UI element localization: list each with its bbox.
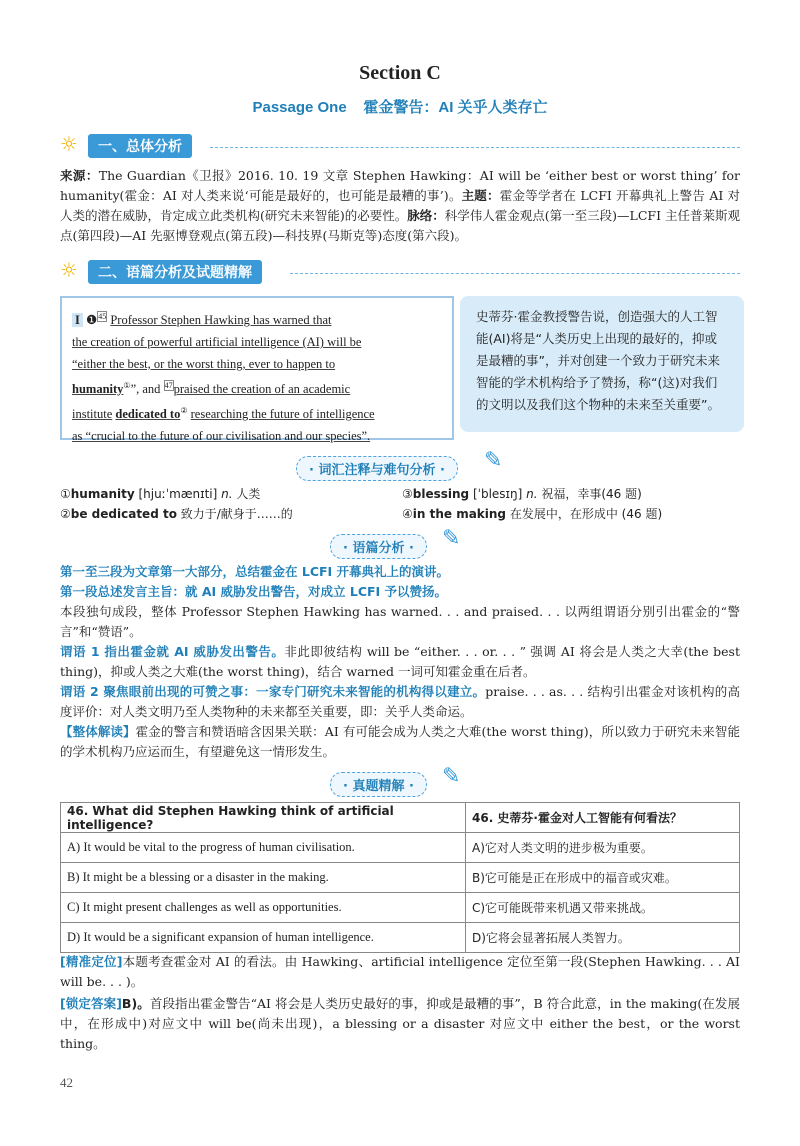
vocab-dedicated-to: dedicated to bbox=[115, 407, 181, 422]
theme-label: 主题： bbox=[461, 188, 500, 203]
context-text: 科学伟人霍金观点(第一至三段)—LCFI 主任普莱斯观点(第四段)—AI 先驱博登观点(第五段)—科技界(马斯克等)态度(第六段)。 bbox=[60, 208, 740, 243]
translation-note bbox=[460, 296, 744, 432]
option-c-zh: C)它可能既带来机遇又带来挑战。 bbox=[466, 893, 740, 923]
vocab-tag bbox=[296, 448, 516, 478]
passage-line-5b: researching the future of intelligence bbox=[190, 407, 375, 422]
pen-icon: ✎ bbox=[484, 448, 503, 473]
option-d-en: D) It would be a significant expansion of human intelligence. bbox=[61, 923, 466, 953]
vocab-ref-2: ② bbox=[180, 406, 188, 416]
analysis-heading-bar bbox=[60, 258, 740, 284]
vocab-item: ④in the making 在发展中，在形成中 (46 题) bbox=[402, 507, 663, 521]
vocab-left bbox=[60, 484, 400, 524]
discourse-tag-label: · 语篇分析 · bbox=[330, 534, 427, 559]
question-marker-47: 47 bbox=[164, 381, 173, 391]
overall-heading: 一、总体分析 bbox=[88, 134, 192, 158]
predicate-2: 谓语 2 聚焦眼前出现的可赞之事：一家专门研究未来智能的机构得以建立。praise. . . as. . . 结构引出霍金对该机构的高度评价：对人类文明乃至人类物种的未来都至关重要，即：关乎人类命运。 bbox=[60, 684, 741, 719]
answer: [锁定答案]B)。首段指出霍金警告“AI 将会是人类历史最好的事，抑或是最糟的事”，B 符合此意，in the making(在发展中，在形成中)对应文中 will be(尚未出现)，a blessing or a disaster 对应文中 either the best，or the worst thing。 bbox=[60, 996, 740, 1051]
vocab-ref-1: ① bbox=[123, 381, 131, 391]
option-b-zh: B)它可能是正在形成中的福音或灾难。 bbox=[466, 863, 740, 893]
table-row bbox=[61, 833, 740, 863]
passage-label: Passage One bbox=[252, 99, 347, 116]
question-table bbox=[60, 802, 740, 953]
passage-line-6: as “crucial to the future of our civilisation and our species”. bbox=[72, 429, 371, 444]
question-zh: 46. 史蒂芬·霍金对人工智能有何看法？ bbox=[466, 803, 740, 833]
discourse-analysis bbox=[60, 562, 740, 762]
question-marker-45: 45 bbox=[98, 312, 107, 321]
option-a-en: A) It would be vital to the progress of human civilisation. bbox=[61, 833, 466, 863]
passage-line-3: “either the best, or the worst thing, ever to happen to bbox=[72, 357, 336, 372]
predicate-1: 谓语 1 指出霍金就 AI 威胁发出警告。非此即彼结构 will be “either. . . or. . . ” 强调 AI 将会是人类之大幸(the best thing)，抑或人类之大难(the worst thing)，结合 warned 一词可知霍金重在后者。 bbox=[60, 644, 740, 679]
answer-explanation bbox=[60, 952, 740, 1054]
passage-line-4b: ”, and bbox=[130, 382, 161, 397]
option-a-zh: A)它对人类文明的进步极为重要。 bbox=[466, 833, 740, 863]
overall-analysis bbox=[60, 166, 740, 246]
passage-box bbox=[60, 296, 454, 444]
passage-line-1: Professor Stephen Hawking has warned that bbox=[110, 313, 332, 328]
paragraph-roman: I bbox=[72, 313, 83, 327]
table-row bbox=[61, 923, 740, 953]
passage-title bbox=[0, 96, 800, 117]
table-row bbox=[61, 893, 740, 923]
theme-text: 霍金等学者在 LCFI 开幕典礼上警告 AI 对人类的潜在威胁，肯定成立此类机构(研究未来智能)的必要性。 bbox=[60, 188, 740, 223]
vocab-humanity: humanity bbox=[72, 382, 124, 397]
lightbulb-icon: ☼ bbox=[60, 258, 78, 282]
divider bbox=[290, 273, 740, 274]
pen-icon: ✎ bbox=[442, 526, 461, 551]
pen-icon: ✎ bbox=[442, 764, 461, 789]
source-label: 来源： bbox=[60, 168, 99, 183]
passage-line-2: the creation of powerful artificial intelligence (AI) will be bbox=[72, 335, 362, 350]
discourse-tag bbox=[330, 526, 480, 556]
divider bbox=[210, 147, 740, 148]
passage-line-5a: institute bbox=[72, 407, 113, 422]
whole-reading: 【整体解读】霍金的警言和赞语暗含因果关联：AI 有可能会成为人类之大难(the worst thing)，所以致力于研究未来智能的学术机构乃应运而生，有望避免这一情形发生。 bbox=[60, 724, 740, 759]
sentence-number: ❶ bbox=[86, 313, 98, 328]
locate: [精准定位]本题考查霍金对 AI 的看法。由 Hawking、artificial intelligence 定位至第一段(Stephen Hawking. . . AI will be. . . )。 bbox=[60, 954, 740, 989]
exam-tag bbox=[330, 764, 480, 794]
overall-heading-bar bbox=[60, 132, 740, 158]
page-number: 42 bbox=[60, 1075, 73, 1090]
source-text: The Guardian《卫报》2016. 10. 19 文章 Stephen Hawking：AI will be ‘either best or worst thing’ for humanity(霍金：AI 对人类来说‘可能是最好的，也可能是最糟的事’)。 bbox=[60, 168, 740, 203]
context-label: 脉络： bbox=[407, 208, 445, 223]
exam-tag-label: · 真题精解 · bbox=[330, 772, 427, 797]
vocab-item: ③blessing [ˈblesɪŋ] n. 祝福，幸事(46 题) bbox=[402, 487, 642, 501]
passage-title-zh: 霍金警告：AI 关乎人类存亡 bbox=[363, 99, 548, 116]
section-title: Section C bbox=[359, 62, 441, 84]
analysis-heading: 二、语篇分析及试题精解 bbox=[88, 260, 262, 284]
discourse-part-heading: 第一至三段为文章第一大部分，总结霍金在 LCFI 开幕典礼上的演讲。 bbox=[60, 564, 450, 579]
option-c-en: C) It might present challenges as well as opportunities. bbox=[61, 893, 466, 923]
passage-text bbox=[72, 306, 442, 447]
option-b-en: B) It might be a blessing or a disaster in the making. bbox=[61, 863, 466, 893]
question-en: 46. What did Stephen Hawking think of artificial intelligence? bbox=[61, 803, 466, 833]
discourse-para-heading: 第一段总述发言主旨：就 AI 威胁发出警告，对成立 LCFI 予以赞扬。 bbox=[60, 584, 448, 599]
vocab-right bbox=[402, 484, 742, 524]
lightbulb-icon: ☼ bbox=[60, 132, 78, 156]
passage-line-4c: praised the creation of an academic bbox=[173, 382, 351, 397]
option-d-zh: D)它将会显著拓展人类智力。 bbox=[466, 923, 740, 953]
translation-text: 史蒂芬·霍金教授警告说，创造强大的人工智能(AI)将是“人类历史上出现的最好的，抑或是最糟的事”，并对创建一个致力于研究未来智能的学术机构给予了赞扬，称“(这)对我们的文明以及我们这个物种的未来至关重要”。 bbox=[476, 309, 720, 412]
table-row bbox=[61, 863, 740, 893]
vocab-item: ②be dedicated to 致力于/献身于……的 bbox=[60, 507, 293, 521]
vocab-tag-label: · 词汇注释与难句分析 · bbox=[296, 456, 458, 481]
table-row bbox=[61, 803, 740, 833]
discourse-para-text: 本段独句成段，整体 Professor Stephen Hawking has warned. . . and praised. . . 以两组谓语分别引出霍金的“警言”和“赞语”。 bbox=[60, 604, 740, 639]
vocab-item: ①humanity [hjuːˈmænɪti] n. 人类 bbox=[60, 487, 261, 501]
